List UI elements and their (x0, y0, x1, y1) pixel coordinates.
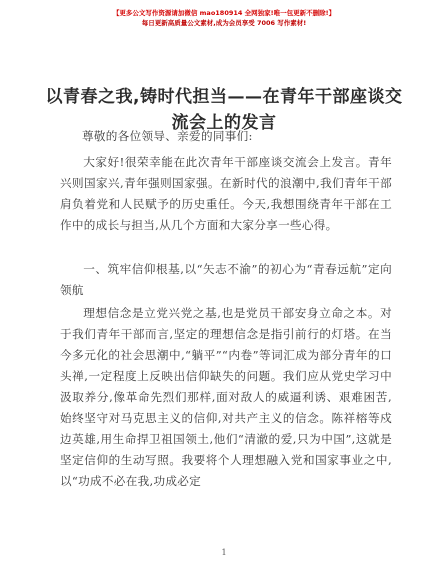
promo-banner (0, 8, 448, 28)
promo-line-2: 每日更新高质量公文素材,成为会员享受 7006 写作素材! (141, 19, 307, 27)
page-number: 1 (221, 548, 227, 557)
paragraph-section-1: 理想信念是立党兴党之基,也是党员干部安身立命之本。对于我们青年干部而言,坚定的理想信念是指引前行的灯塔。在当今多元化的社会思潮中,“躺平”“内卷”等词汇成为部分青年的口头禅,一定程度上反映出信仰缺失的问题。我们应从党史学习中汲取养分,像革命先烈们那样,面对敌人的威逼利诱、艰难困苦,始终坚守对马克思主义的信仰,对共产主义的信念。陈祥榕等戍边英雄,用生命捍卫祖国领土,他们“清澈的爱,只为中国”,这就是坚定信仰的生动写照。我要将个人理想融入党和国家事业之中,以“功成不必在我,功成必定 (60, 306, 392, 488)
paragraph-intro: 大家好!很荣幸能在此次青年干部座谈交流会上发言。青年兴则国家兴,青年强则国家强。在新时代的浪潮中,我们青年干部肩负着党和人民赋予的历史重任。今天,我想围绕青年干部在工作中的成长与担当,从几个方面和大家分享一些心得。 (60, 155, 392, 232)
promo-line-1: 【更多公文写作资源请加微信 mao180914 全网独家!唯一包更新不删除!】 (112, 9, 336, 17)
section-heading-1: 一、筑牢信仰根基,以“矢志不渝”的初心为“青春远航”定向领航 (60, 262, 392, 297)
document-title: 以青春之我,铸时代担当——在青年干部座谈交流会上的发言 (45, 87, 403, 133)
greeting: 尊敬的各位领导、亲爱的同事们: (82, 129, 253, 143)
